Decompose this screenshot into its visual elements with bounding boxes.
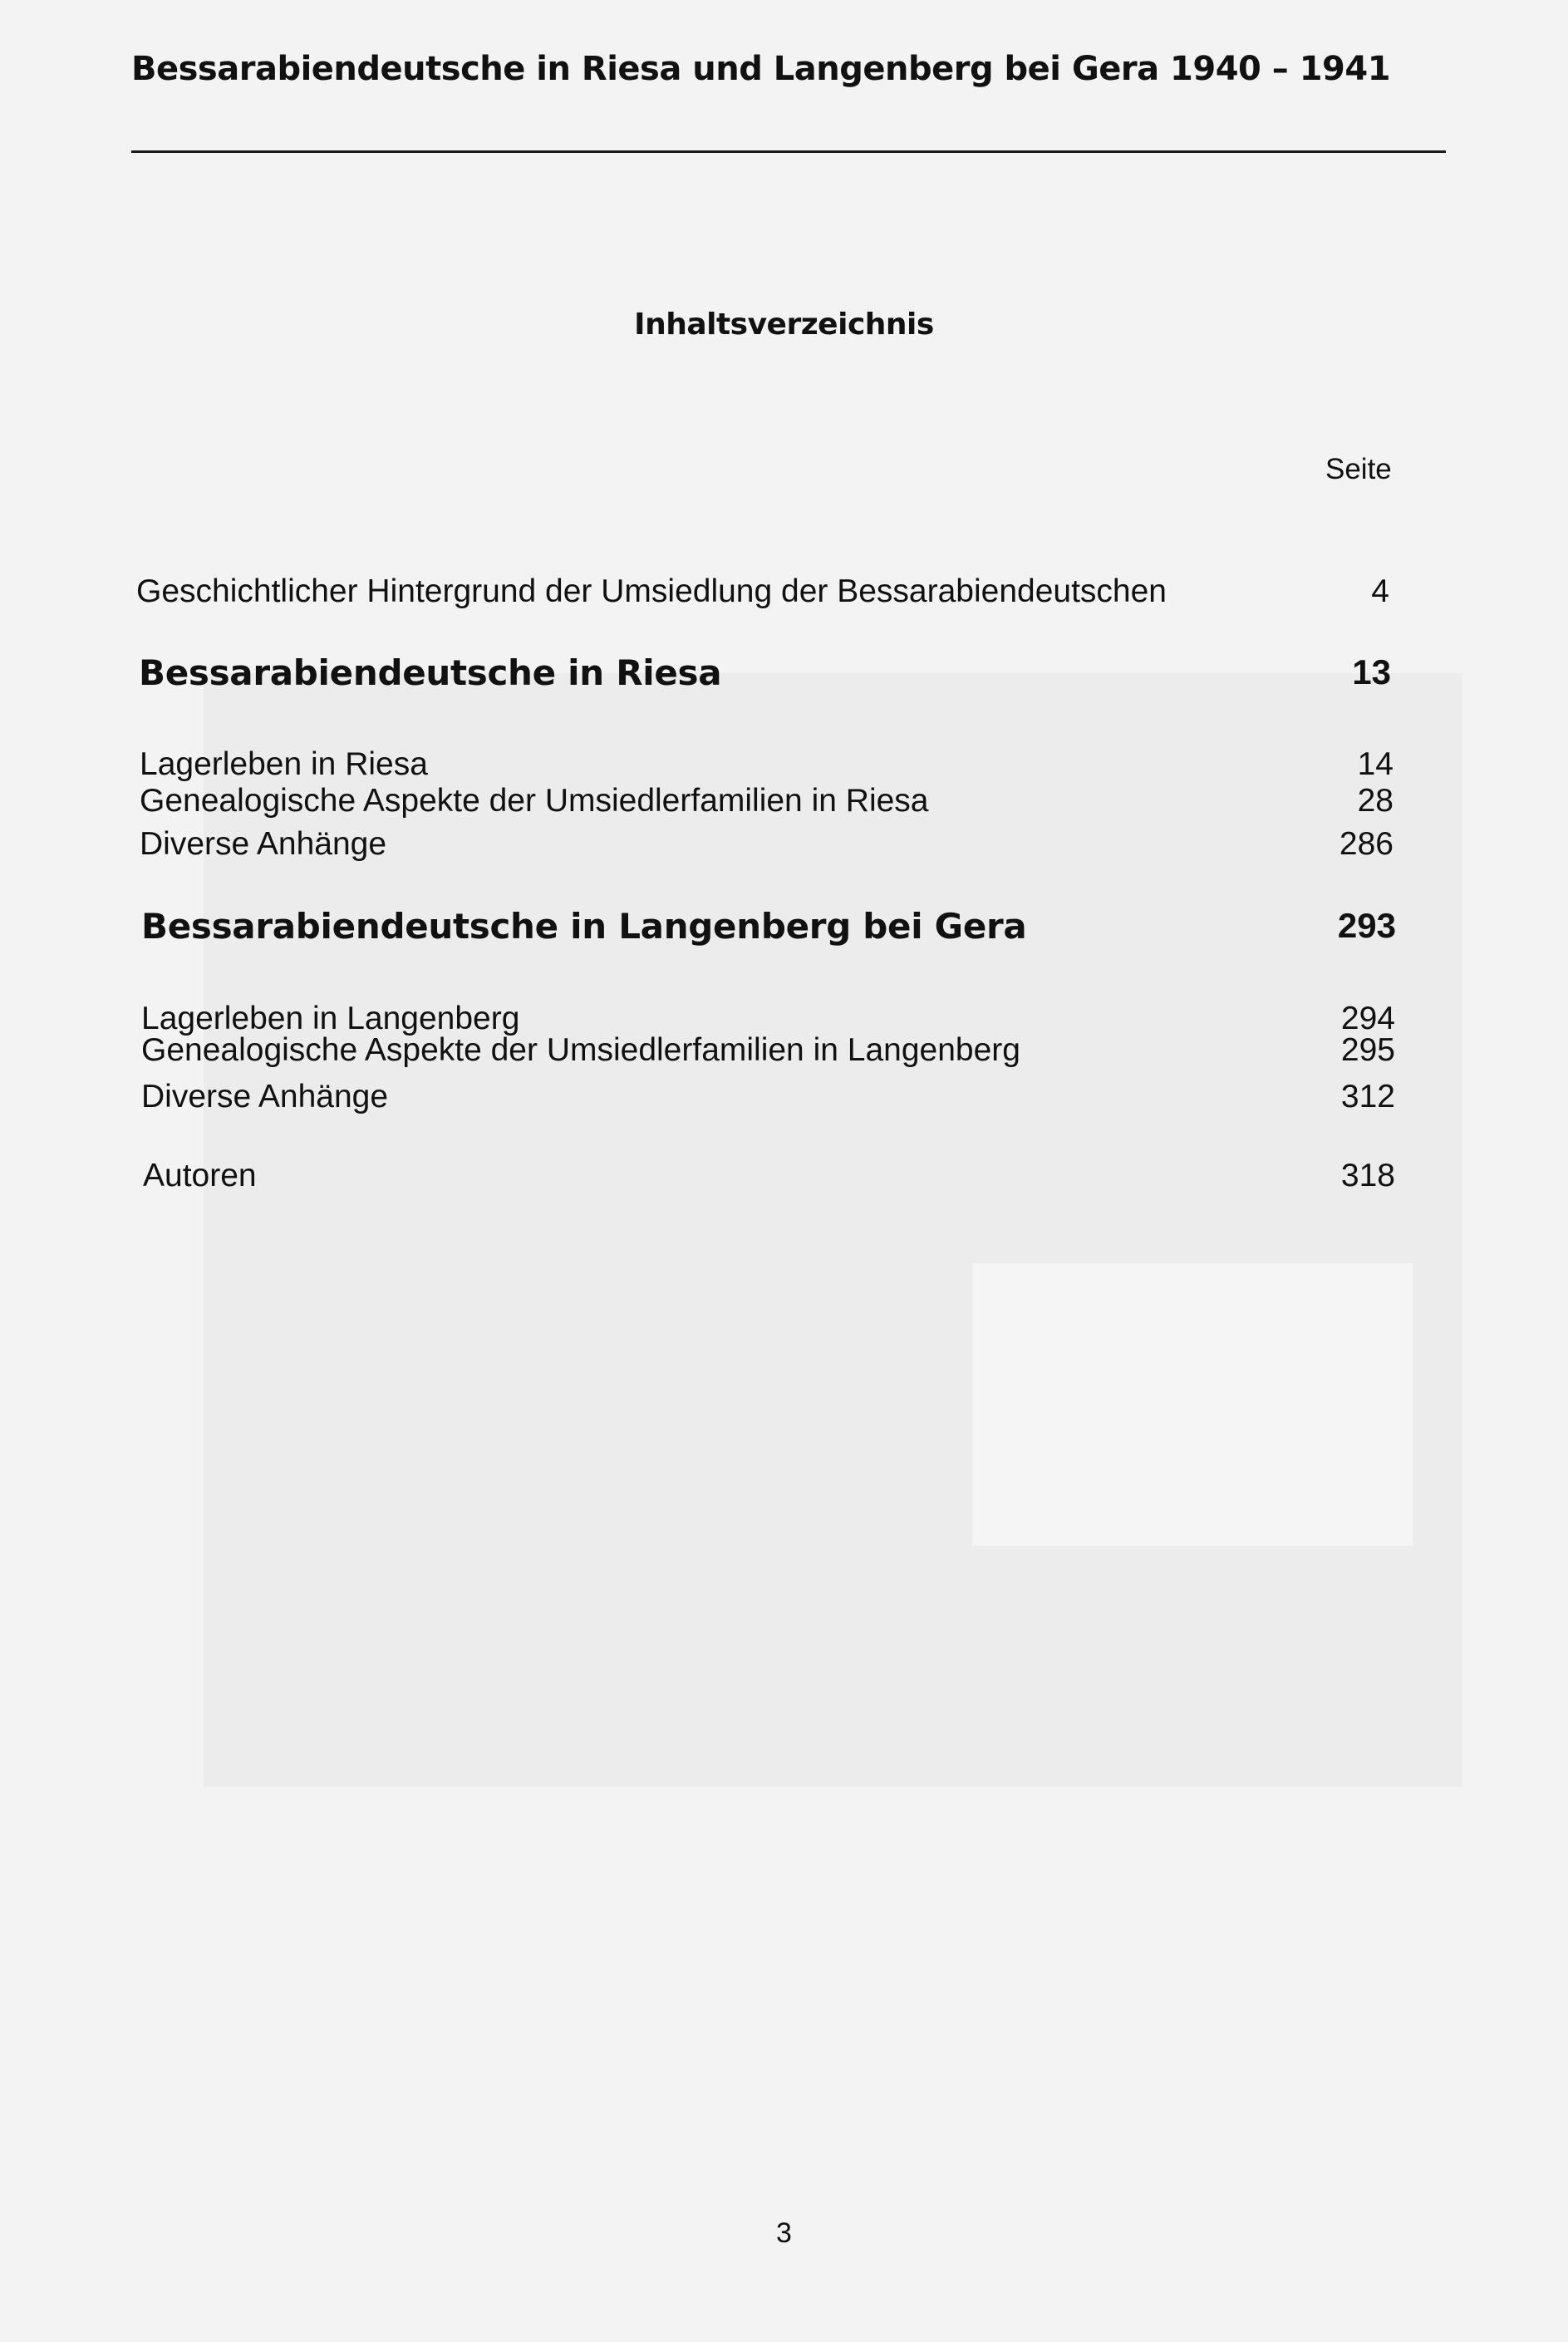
toc-entry-label: Diverse Anhänge [140, 826, 387, 862]
toc-entry-label: Lagerleben in Riesa [140, 746, 428, 782]
page-column-label: Seite [1325, 453, 1392, 485]
toc-entry-label: Diverse Anhänge [141, 1079, 389, 1114]
toc-entry-page: 295 [1340, 1032, 1395, 1068]
toc-entry-page: 4 [1371, 573, 1389, 609]
toc-section-page: 13 [1352, 652, 1391, 691]
header-rule [131, 150, 1446, 153]
show-through-image-highlight [972, 1263, 1413, 1546]
toc-entry-page: 294 [1340, 1001, 1395, 1036]
toc-entry-page: 286 [1339, 826, 1394, 862]
toc-section-label: Bessarabiendeutsche in Langenberg bei Gera [141, 906, 1027, 947]
show-through-image-area [204, 673, 1462, 1787]
toc-entry-label: Genealogische Aspekte der Umsiedlerfamilien in Riesa [140, 783, 929, 819]
toc-entry-label: Geschichtlicher Hintergrund der Umsiedlung der Bessarabiendeutschen [136, 573, 1167, 609]
page-number: 3 [776, 2217, 792, 2249]
toc-entry-page: 14 [1357, 746, 1394, 782]
toc-entry-page: 312 [1340, 1079, 1395, 1114]
toc-entry-label: Autoren [143, 1158, 257, 1193]
toc-entry-page: 318 [1340, 1158, 1395, 1193]
toc-entry-page: 28 [1357, 783, 1394, 819]
running-header-title: Bessarabiendeutsche in Riesa und Langenberg bei Gera 1940 – 1941 [131, 50, 1391, 88]
toc-section-label: Bessarabiendeutsche in Riesa [139, 652, 722, 693]
toc-entry-label: Genealogische Aspekte der Umsiedlerfamilien in Langenberg [141, 1032, 1020, 1068]
toc-heading: Inhaltsverzeichnis [634, 308, 934, 342]
toc-entry-label: Lagerleben in Langenberg [141, 1001, 520, 1036]
toc-section-page: 293 [1337, 906, 1396, 945]
